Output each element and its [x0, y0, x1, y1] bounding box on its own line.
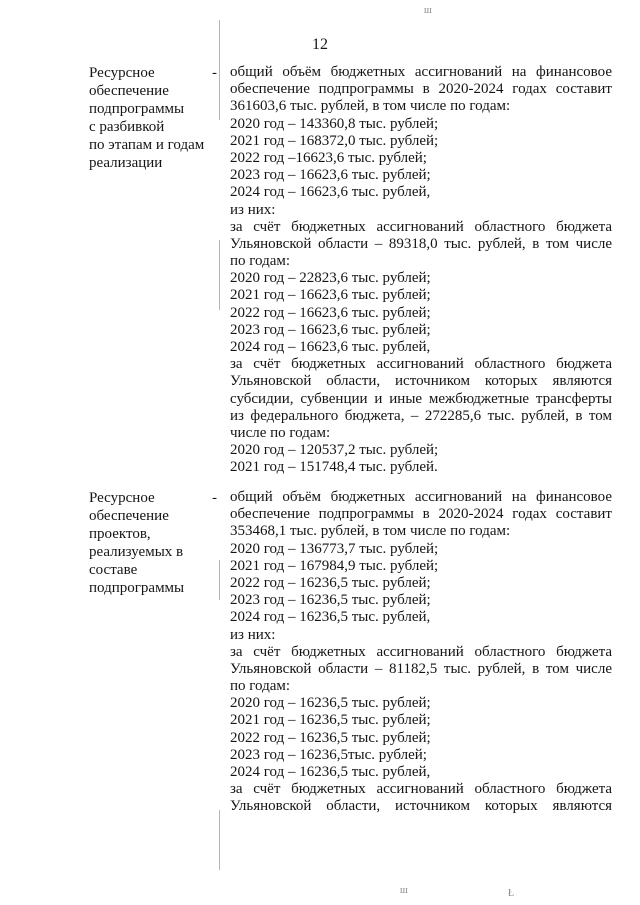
content-line: 2020 год – 120537,2 тыс. рублей;: [230, 442, 439, 459]
label-line: обеспечение: [89, 508, 169, 524]
column-divider-line: [219, 810, 220, 870]
content-line: 2022 год – 16236,5 тыс. рублей;: [230, 574, 431, 591]
content-line: Ульяновской области, источником которых являются: [230, 373, 612, 390]
page-number: 12: [312, 36, 328, 53]
content-line: 2024 год – 16623,6 тыс. рублей,: [230, 339, 431, 355]
content-line: обеспечение подпрограммы в 2020-2024 годах составит: [230, 506, 612, 523]
content-line: 2023 год – 16623,6 тыс. рублей;: [230, 167, 431, 184]
label-line: Ресурсное: [89, 65, 155, 81]
content-line: 2022 год –16623,6 тыс. рублей;: [230, 149, 427, 166]
column-divider-line: [219, 240, 220, 310]
content-line: 353468,1 тыс. рублей, в том числе по годам:: [230, 523, 511, 540]
content-line: за счёт бюджетных ассигнований областного бюджета: [230, 643, 612, 660]
label-line: Ресурсное: [89, 490, 155, 506]
label-line: реализации: [89, 155, 163, 171]
label-line: подпрограммы: [89, 101, 185, 117]
content-line: 2023 год – 16236,5тыс. рублей;: [230, 746, 427, 763]
content-line: по годам:: [230, 678, 291, 695]
section-dash: -: [212, 65, 217, 81]
content-line: 2020 год – 22823,6 тыс. рублей;: [230, 270, 431, 287]
content-line: за счёт бюджетных ассигнований областного бюджета: [230, 218, 612, 235]
column-divider-line: [219, 20, 220, 120]
content-line: 2021 год – 16623,6 тыс. рублей;: [230, 287, 431, 304]
content-line: 2022 год – 16236,5 тыс. рублей;: [230, 729, 431, 746]
content-line: 2021 год – 16236,5 тыс. рублей;: [230, 712, 431, 729]
content-line: 2024 год – 16236,5 тыс. рублей,: [230, 764, 431, 780]
content-line: из них:: [230, 626, 276, 643]
content-line: 2022 год – 16623,6 тыс. рублей;: [230, 304, 431, 321]
scan-artifact-bottom-right: Ł: [508, 888, 516, 899]
content-line: за счёт бюджетных ассигнований областного бюджета: [230, 356, 612, 373]
content-line: 2020 год – 16236,5 тыс. рублей;: [230, 695, 431, 712]
content-line: 361603,6 тыс. рублей, в том числе по годам:: [230, 98, 511, 115]
label-line: подпрограммы: [89, 580, 185, 596]
content-line: Ульяновской области – 81182,5 тыс. рублей, в том числе: [230, 660, 612, 677]
content-line: по годам:: [230, 253, 291, 270]
content-line: 2024 год – 16236,5 тыс. рублей,: [230, 609, 431, 626]
content-line: субсидии, субвенции и иные межбюджетные трансферты: [230, 390, 612, 407]
label-line: реализуемых в: [89, 544, 184, 560]
label-line: проектов,: [89, 526, 151, 542]
content-line: из них:: [230, 201, 276, 218]
content-line: числе по годам:: [230, 424, 331, 441]
section-dash: -: [212, 490, 217, 506]
section-label: [89, 489, 211, 597]
section-content: [230, 489, 612, 816]
scan-artifact-top: ш: [424, 5, 433, 16]
content-line: Ульяновской области, источником которых являются: [230, 798, 612, 815]
section-content: [230, 64, 612, 477]
label-line: с разбивкой: [89, 119, 165, 135]
content-line: 2021 год – 168372,0 тыс. рублей;: [230, 132, 439, 149]
content-line: обеспечение подпрограммы в 2020-2024 годах составит: [230, 81, 612, 98]
content-line: 2020 год – 136773,7 тыс. рублей;: [230, 540, 439, 557]
label-line: составе: [89, 562, 138, 578]
content-line: из федерального бюджета, – 272285,6 тыс. рублей, в том: [230, 407, 612, 424]
content-line: 2021 год – 167984,9 тыс. рублей;: [230, 557, 439, 574]
content-line: 2021 год – 151748,4 тыс. рублей.: [230, 459, 438, 476]
content-line: 2023 год – 16236,5 тыс. рублей;: [230, 592, 431, 609]
content-line: Ульяновской области – 89318,0 тыс. рублей, в том числе: [230, 235, 612, 252]
content-line: 2020 год – 143360,8 тыс. рублей;: [230, 115, 439, 132]
column-divider-line: [219, 560, 220, 600]
content-line: за счёт бюджетных ассигнований областного бюджета: [230, 781, 612, 798]
label-line: по этапам и годам: [89, 137, 205, 153]
content-line: 2024 год – 16623,6 тыс. рублей,: [230, 184, 431, 201]
content-line: общий объём бюджетных ассигнований на финансовое: [230, 64, 612, 80]
content-line: общий объём бюджетных ассигнований на финансовое: [230, 489, 612, 505]
scan-artifact-bottom: ш: [400, 885, 409, 896]
content-line: 2023 год – 16623,6 тыс. рублей;: [230, 321, 431, 338]
section-label: [89, 64, 211, 172]
label-line: обеспечение: [89, 83, 169, 99]
